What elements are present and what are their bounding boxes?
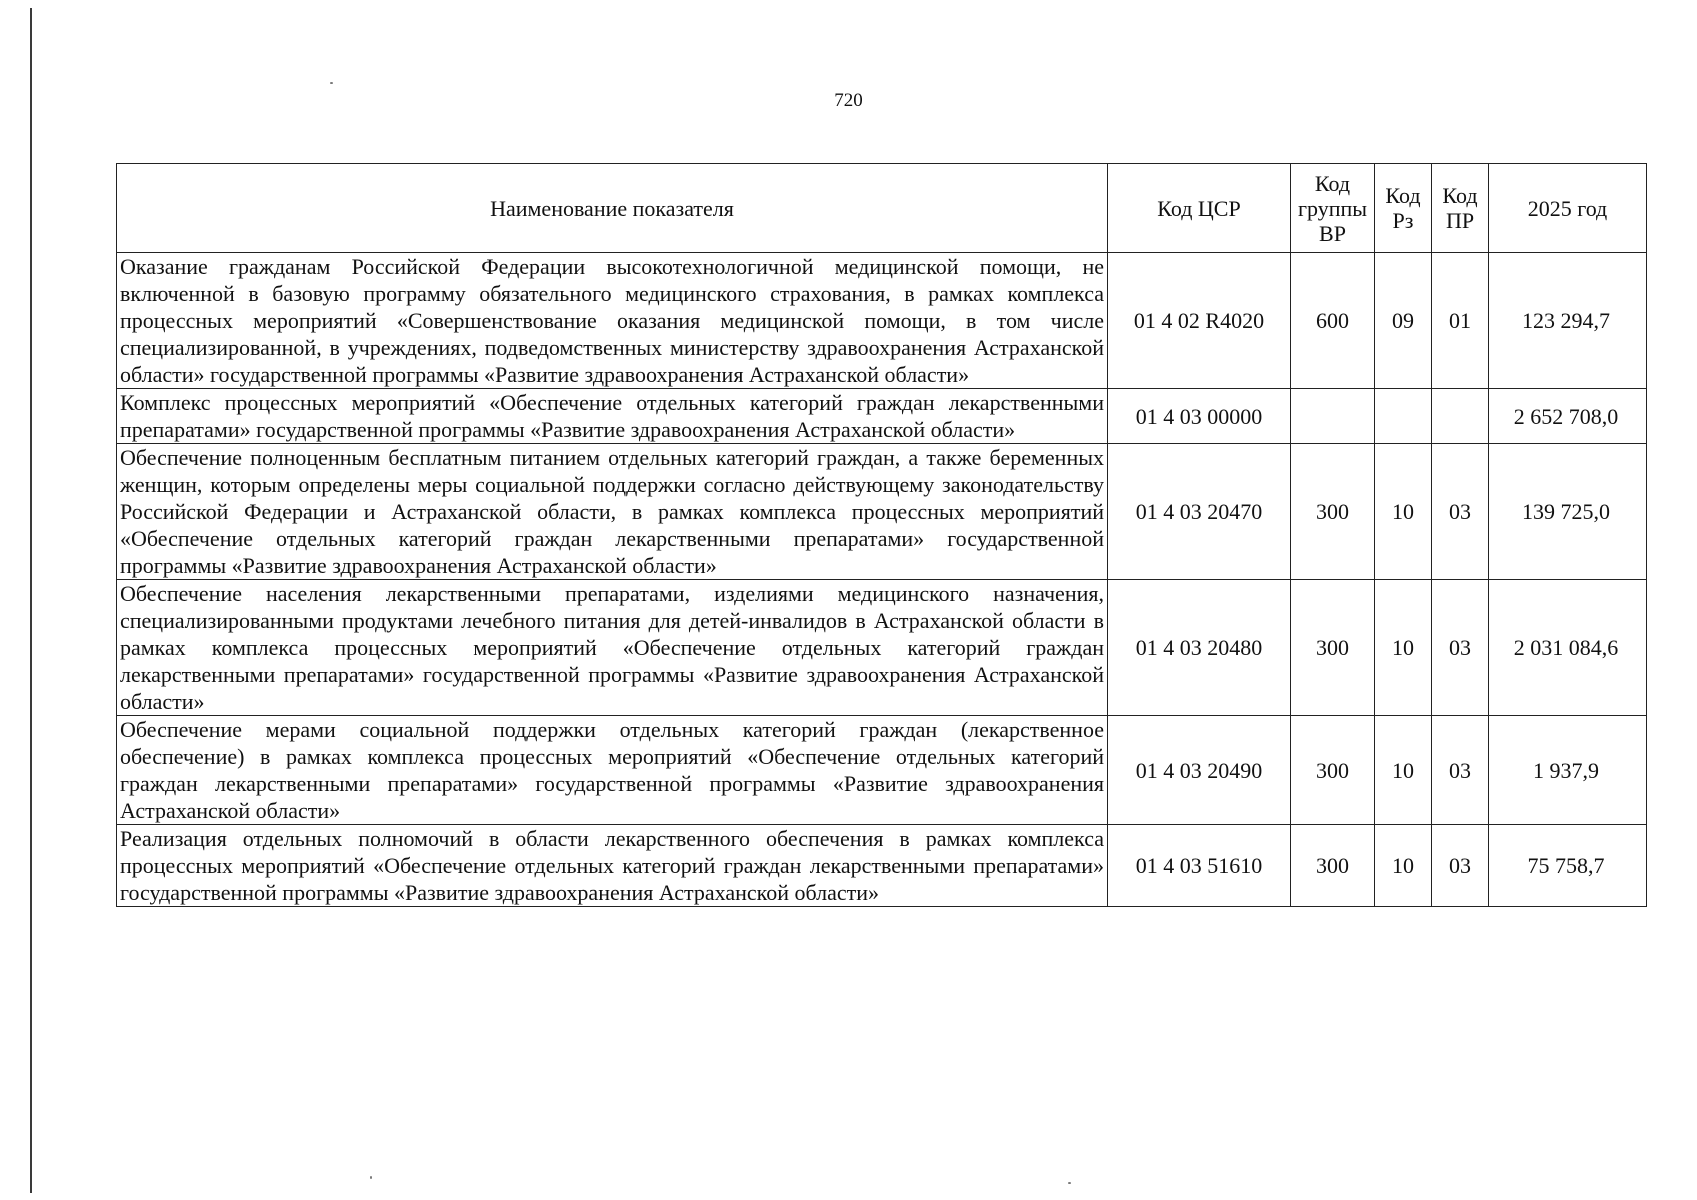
row-csr: 01 4 02 R4020 (1108, 253, 1291, 389)
row-csr: 01 4 03 51610 (1108, 825, 1291, 907)
row-name: Обеспечение мерами социальной поддержки отдельных категорий граждан (лекарственное обеспечение) в рамках комплекса процессных мероприятий «Обеспечение отдельных категорий граждан лекарственными препаратами» государственной программы «Развитие здравоохранения Астраханской области» (117, 716, 1108, 825)
row-rz: 09 (1375, 253, 1432, 389)
header-rz: Код Рз (1375, 164, 1432, 253)
row-amount: 139 725,0 (1489, 444, 1647, 580)
budget-table (116, 163, 1647, 907)
table-row (117, 389, 1647, 444)
row-amount: 1 937,9 (1489, 716, 1647, 825)
row-vr: 300 (1291, 580, 1375, 716)
row-rz: 10 (1375, 444, 1432, 580)
row-vr: 300 (1291, 825, 1375, 907)
row-amount: 123 294,7 (1489, 253, 1647, 389)
row-amount: 2 031 084,6 (1489, 580, 1647, 716)
row-csr: 01 4 03 20480 (1108, 580, 1291, 716)
row-amount: 2 652 708,0 (1489, 389, 1647, 444)
table-header-row (117, 164, 1647, 253)
scan-edge-line (30, 8, 32, 1193)
scan-speck (370, 1176, 372, 1179)
header-pr: Код ПР (1432, 164, 1489, 253)
row-csr: 01 4 03 20490 (1108, 716, 1291, 825)
table-row (117, 825, 1647, 907)
scan-speck (1068, 1182, 1071, 1184)
row-pr: 03 (1432, 580, 1489, 716)
table-row (117, 444, 1647, 580)
row-csr: 01 4 03 20470 (1108, 444, 1291, 580)
row-rz: 10 (1375, 580, 1432, 716)
row-rz: 10 (1375, 716, 1432, 825)
row-vr: 600 (1291, 253, 1375, 389)
row-csr: 01 4 03 00000 (1108, 389, 1291, 444)
header-vr: Код группы ВР (1291, 164, 1375, 253)
row-pr: 03 (1432, 444, 1489, 580)
header-year: 2025 год (1489, 164, 1647, 253)
row-vr: 300 (1291, 716, 1375, 825)
header-name: Наименование показателя (117, 164, 1108, 253)
table-row (117, 716, 1647, 825)
row-pr: 03 (1432, 825, 1489, 907)
row-pr (1432, 389, 1489, 444)
table-row (117, 580, 1647, 716)
row-name: Реализация отдельных полномочий в области лекарственного обеспечения в рамках комплекса процессных мероприятий «Обеспечение отдельных категорий граждан лекарственными препаратами» государственной программы «Развитие здравоохранения Астраханской области» (117, 825, 1108, 907)
row-pr: 03 (1432, 716, 1489, 825)
page-number: 720 (834, 90, 863, 111)
header-csr: Код ЦСР (1108, 164, 1291, 253)
row-name: Обеспечение полноценным бесплатным питанием отдельных категорий граждан, а также беременных женщин, которым определены меры социальной поддержки согласно действующему законодательству Российской Федерации и Астраханской области, в рамках комплекса процессных мероприятий «Обеспечение отдельных категорий граждан лекарственными препаратами» государственной программы «Развитие здравоохранения Астраханской области» (117, 444, 1108, 580)
row-rz (1375, 389, 1432, 444)
scan-speck (330, 82, 333, 84)
row-name: Оказание гражданам Российской Федерации высокотехнологичной медицинской помощи, не включенной в базовую программу обязательного медицинского страхования, в рамках комплекса процессных мероприятий «Совершенствование оказания медицинской помощи, в том числе специализированной, в учреждениях, подведомственных министерству здравоохранения Астраханской области» государственной программы «Развитие здравоохранения Астраханской области» (117, 253, 1108, 389)
row-pr: 01 (1432, 253, 1489, 389)
row-name: Обеспечение населения лекарственными препаратами, изделиями медицинского назначения, специализированными продуктами лечебного питания для детей-инвалидов в Астраханской области в рамках комплекса процессных мероприятий «Обеспечение отдельных категорий граждан лекарственными препаратами» государственной программы «Развитие здравоохранения Астраханской области» (117, 580, 1108, 716)
row-vr (1291, 389, 1375, 444)
row-vr: 300 (1291, 444, 1375, 580)
row-name: Комплекс процессных мероприятий «Обеспечение отдельных категорий граждан лекарственными препаратами» государственной программы «Развитие здравоохранения Астраханской области» (117, 389, 1108, 444)
table-row (117, 253, 1647, 389)
row-amount: 75 758,7 (1489, 825, 1647, 907)
row-rz: 10 (1375, 825, 1432, 907)
